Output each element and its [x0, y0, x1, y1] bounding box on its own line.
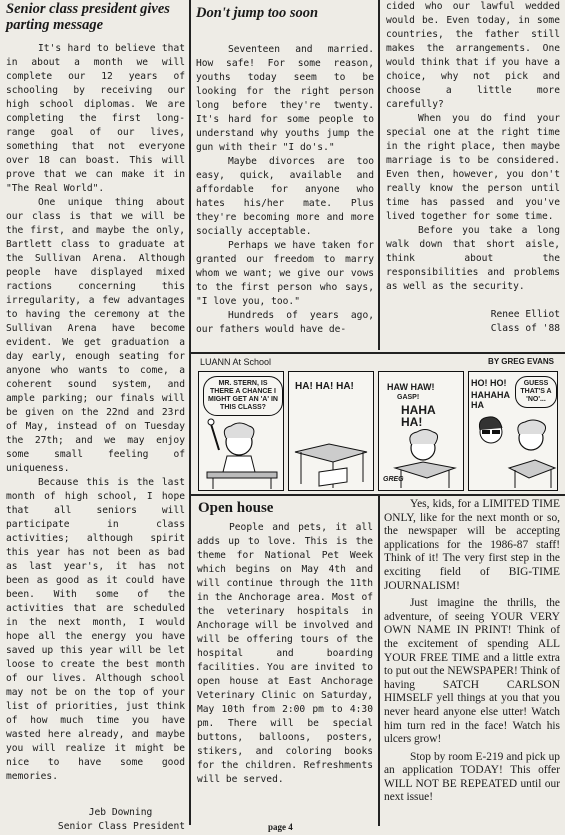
article-headline: Open house	[198, 500, 274, 516]
article-paragraph: Because this is the last month of high school, I hope that all seniors will participate in class activities; although spirit this year has not been as bad as last year's, it has not been as good as it could have been. With some of the activities that are scheduled in the next month, I would hope all the energy you have saved up this year will be let loose to create the best month of our lives. Although school may not be on the top of your list of priorities, just think of how much time you have wasted here already, and maybe you will realize it might be nice to have some good memories.	[6, 477, 185, 782]
laughter-text: HAHAHA HA	[471, 390, 510, 410]
ad-paragraph: Just imagine the thrills, the adventure, of seeing YOUR VERY OWN NAME IN PRINT! Think of the excitement of spending ALL YOUR FREE TIME and a little extra to put out the NEWSPAPER! Think of having SATCH CARLSON HIMSELF yell things at you that you never heard anyone else utter! Watch him turn red in the face! Watch his ulcers grow!	[384, 597, 560, 746]
article-paragraph: People and pets, it all adds up to love. This is the theme for National Pet Week which begins on May 4th and will continue through the 11th in the Anchorage area. Most of the veterinary hospitals in Anchorage will be involved and will be offering tours of the hospital and boarding facilities. You are invited to open house at East Anchorage Veterinary Clinic on Saturday, May 10th from 2:00 pm to 4:30 pm. There will be special buttons, balloons, posters, stikers, and coloring books for the children. Refreshments will be served.	[197, 522, 373, 785]
article-paragraph: Before you take a long walk down that short aisle, think about the responsibilities and problems as well as the security.	[386, 225, 560, 292]
laughter-text: HA! HA! HA!	[295, 381, 354, 392]
senior-president-article	[6, 0, 185, 834]
newspaper-staff-ad	[384, 497, 560, 805]
comic-top-rule	[190, 352, 565, 354]
comic-title: LUANN At School	[200, 357, 272, 367]
article-paragraph: Perhaps we have taken for granted our freedom to marry whom we want; we give our vows to the first person who says, "I love you, too."	[196, 240, 374, 307]
laughter-text: HAW HAW!	[387, 382, 435, 392]
column-rule-right	[378, 0, 380, 350]
article-headline: Don't jump too soon	[196, 5, 319, 21]
speech-bubble: MR. STERN, IS THERE A CHANCE I MIGHT GET AN 'A' IN THIS CLASS?	[203, 376, 283, 416]
comic-panel-1	[198, 371, 284, 491]
article-paragraph: cided who our lawful wedded would be. Even today, in some countries, the father still makes the arrangements. One would think that if you have a choice, why not pick and choose a little more carefully?	[386, 1, 560, 110]
article-headline: Senior class president gives parting message	[6, 1, 170, 33]
signature-name: Renee Elliot	[490, 309, 560, 320]
comic-credit: BY GREG EVANS	[488, 357, 554, 366]
ad-paragraph: Yes, kids, for a LIMITED TIME ONLY, like for the next month or so, the newspaper will be accepting applications for the 1986-87 staff! Think of it! The very first step in the exciting field of BIG-TIME JOURNALISM!	[384, 498, 560, 592]
laughter-text: HAHA HA!	[401, 403, 436, 429]
article-paragraph: One unique thing about our class is that we will be the first, and maybe the only, Bartlett class to graduate at the Sullivan Arena. Although people have displayed mixed ractions concerning this irregularity, a few advantages to having the ceremony at the Sullivan Arena have become evident. We get graduation a day early, enough seating for anyone who wants to come, a coherent sound system, and ample parking; our finals will be given on the 22nd and 23rd of May, instead of on Tuesday the 27th; and we may enjoy some small feeling of uniqueness.	[6, 197, 185, 474]
comic-strip	[196, 357, 560, 492]
column-rule-left	[189, 0, 191, 825]
signature-class: Class of '88	[490, 323, 560, 334]
students-laughing-illustration	[469, 372, 557, 490]
comic-panel-3	[378, 371, 464, 491]
article-body	[196, 43, 374, 337]
article-paragraph: It's hard to believe that in about a month we will complete our 12 years of schooling by receiving our high school diplomas. We are completing the first long-range goal of our lives, something that not everyone over 18 can boast. This will prove that we can make it in "The Real World".	[6, 43, 185, 194]
article-body	[6, 42, 185, 834]
comic-panel-4	[468, 371, 558, 491]
signature-title: Senior Class President	[57, 821, 185, 832]
laughter-text: HO! HO!	[471, 378, 507, 388]
desks-illustration	[289, 372, 373, 490]
article-paragraph: Hundreds of years ago, our fathers would have de-	[196, 310, 374, 335]
dont-jump-article	[196, 0, 374, 337]
speech-bubble: GUESS THAT'S A 'NO'...	[515, 376, 557, 408]
open-house-article	[197, 521, 373, 787]
article-paragraph: Seventeen and married. How safe! For some reason, youths today seem to be looking for the right person long before they're twenty. It's hard for some people to understand why youths jump the gun with their "I do's."	[196, 44, 374, 153]
article-paragraph: Maybe divorces are too easy, quick, available and affordable for anyone who hates his/her mate. Plus they're becoming more and more socially acceptable.	[196, 156, 374, 237]
ad-paragraph: Stop by room E-219 and pick up an application TODAY! This offer WILL NOT BE REPEATED until our next issue!	[384, 750, 560, 804]
girl-at-desk-illustration	[379, 372, 463, 490]
article-body	[386, 0, 560, 336]
column-rule-lower	[378, 496, 380, 826]
signature-name: Jeb Downing	[88, 807, 153, 818]
laughter-text: GASP!	[397, 394, 420, 401]
article-paragraph: When you do find your special one at the right time in the right place, then maybe marriage is to be considered. Even then, however, you don't really know the person until time has passed and you've lived together for some time.	[386, 113, 560, 222]
page-number: page 4	[268, 822, 293, 832]
artist-signature: GREG	[383, 476, 404, 483]
dont-jump-continued	[386, 0, 560, 336]
comic-panel-2	[288, 371, 374, 491]
girl-raising-hand-illustration	[199, 372, 283, 490]
